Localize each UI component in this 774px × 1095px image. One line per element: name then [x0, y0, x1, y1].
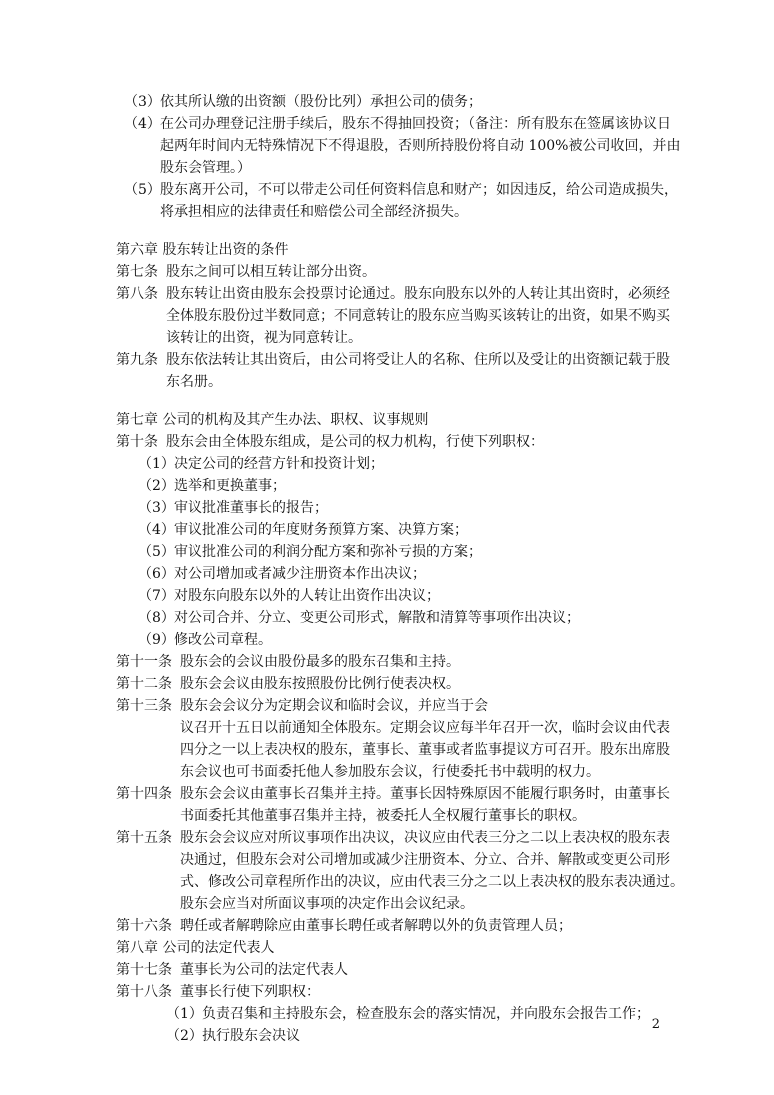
- article-text: 议召开十五日以前通知全体股东。定期会议应每半年召开一次，临时会议由代表: [180, 720, 670, 736]
- power-text: 修改公司章程。: [174, 632, 272, 648]
- power-text: 选举和更换董事；: [174, 478, 286, 494]
- article-label: 第十六条: [116, 918, 172, 934]
- article-text: 东名册。: [166, 374, 222, 390]
- article-text: 式、修改公司章程所作出的决议，应由代表三分之二以上表决权的股东表决通过。: [180, 874, 684, 890]
- article-text: 股东会的会议由股份最多的股东召集和主持。: [180, 654, 460, 670]
- power-text: 决定公司的经营方针和投资计划；: [174, 456, 384, 472]
- power-num: （7）: [138, 588, 175, 604]
- article-label: 第十一条: [116, 654, 172, 670]
- clause-num: （3）: [124, 94, 161, 110]
- clause-text: 股东离开公司，不可以带走公司任何资料信息和财产；如因违反，给公司造成损失，: [160, 182, 678, 198]
- article-text: 董事长行使下列职权：: [180, 984, 320, 1000]
- power-text: 审议批准公司的年度财务预算方案、决算方案；: [174, 522, 468, 538]
- article-label: 第九条: [116, 352, 158, 368]
- power-num: （5）: [138, 544, 175, 560]
- article-text: 股东转让出资由股东会投票讨论通过。股东向股东以外的人转让其出资时，必须经: [166, 286, 670, 302]
- article-text: 东会议也可书面委托他人参加股东会议，行使委托书中载明的权力。: [180, 764, 600, 780]
- chapter-title: 第八章 公司的法定代表人: [116, 940, 275, 956]
- power-text: 对公司合并、分立、变更公司形式，解散和清算等事项作出决议；: [174, 610, 580, 626]
- clause-text: 在公司办理登记注册手续后，股东不得抽回投资；（备注：所有股东在签属该协议日: [160, 116, 671, 132]
- article-label: 第十八条: [116, 984, 172, 1000]
- article-label: 第七条: [116, 264, 158, 280]
- page-number: 2: [651, 1017, 660, 1032]
- power-num: （1）: [138, 456, 175, 472]
- article-label: 第十三条: [116, 698, 172, 714]
- power-num: （4）: [138, 522, 175, 538]
- article-label: 第十条: [116, 434, 158, 450]
- power-num: （1）: [166, 1006, 203, 1022]
- article-text: 股东会会议由股东按照股份比例行使表决权。: [180, 676, 460, 692]
- article-text: 股东会会议分为定期会议和临时会议，并应当于会: [180, 698, 488, 714]
- article-text: 董事长为公司的法定代表人: [180, 962, 348, 978]
- article-label: 第十七条: [116, 962, 172, 978]
- power-text: 负责召集和主持股东会，检查股东会的落实情况，并向股东会报告工作；: [202, 1006, 650, 1022]
- article-text: 股东依法转让其出资后，由公司将受让人的名称、住所以及受让的出资额记载于股: [166, 352, 670, 368]
- power-num: （9）: [138, 632, 175, 648]
- article-text: 股东之间可以相互转让部分出资。: [166, 264, 376, 280]
- article-text: 聘任或者解聘除应由董事长聘任或者解聘以外的负责管理人员；: [180, 918, 572, 934]
- clause-text: 股东会管理。）: [160, 160, 251, 176]
- clause-num: （5）: [124, 182, 161, 198]
- article-text: 股东会由全体股东组成，是公司的权力机构，行使下列职权：: [166, 434, 544, 450]
- article-label: 第八条: [116, 286, 158, 302]
- clause-text: 起两年时间内无特殊情况下不得退股，否则所持股份将自动 100%被公司收回，并由: [160, 138, 681, 154]
- power-text: 对股东向股东以外的人转让出资作出决议；: [174, 588, 440, 604]
- power-num: （2）: [138, 478, 175, 494]
- power-num: （8）: [138, 610, 175, 626]
- article-label: 第十五条: [116, 830, 172, 846]
- article-text: 四分之一以上表决权的股东，董事长、董事或者监事提议方可召开。股东出席股: [180, 742, 670, 758]
- article-label: 第十四条: [116, 786, 172, 802]
- article-text: 该转让的出资，视为同意转让。: [166, 330, 362, 346]
- article-text: 决通过，但股东会对公司增加或减少注册资本、分立、合并、解散或变更公司形: [180, 852, 670, 868]
- power-text: 审议批准董事长的报告；: [174, 500, 328, 516]
- clause-text: 依其所认缴的出资额（股份比列）承担公司的债务；: [160, 94, 482, 110]
- article-text: 股东会会议由董事长召集并主持。董事长因特殊原因不能履行职务时，由董事长: [180, 786, 670, 802]
- article-text: 股东会会议应对所议事项作出决议，决议应由代表三分之二以上表决权的股东表: [180, 830, 670, 846]
- power-num: （6）: [138, 566, 175, 582]
- chapter-title: 第六章 股东转让出资的条件: [116, 242, 289, 258]
- power-num: （3）: [138, 500, 175, 516]
- power-text: 审议批准公司的利润分配方案和弥补亏损的方案；: [174, 544, 482, 560]
- chapter-title: 第七章 公司的机构及其产生办法、职权、议事规则: [116, 412, 429, 428]
- power-text: 执行股东会决议: [202, 1028, 300, 1044]
- clause-num: （4）: [124, 116, 161, 132]
- power-num: （2）: [166, 1028, 203, 1044]
- article-text: 书面委托其他董事召集并主持，被委托人全权履行董事长的职权。: [180, 808, 586, 824]
- clause-text: 将承担相应的法律责任和赔偿公司全部经济损失。: [160, 204, 468, 220]
- article-text: 股东会应当对所面议事项的决定作出会议纪录。: [180, 896, 474, 912]
- power-text: 对公司增加或者减少注册资本作出决议；: [174, 566, 426, 582]
- article-label: 第十二条: [116, 676, 172, 692]
- article-text: 全体股东股份过半数同意；不同意转让的股东应当购买该转让的出资，如果不购买: [166, 308, 670, 324]
